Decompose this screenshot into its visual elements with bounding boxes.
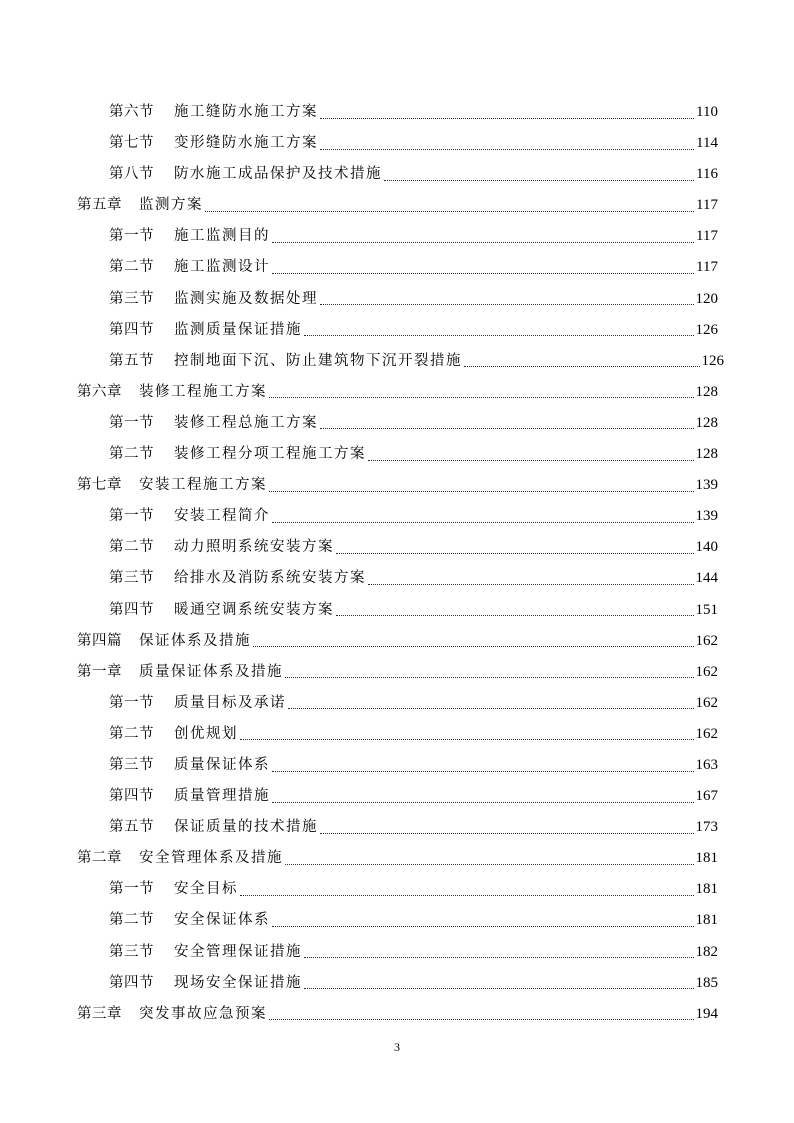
toc-chapter-entry[interactable] [0,470,794,501]
toc-entry-title: 装修工程施工方案 [139,383,267,400]
toc-entry-title: 监测质量保证措施 [174,321,302,338]
toc-entry-title: 突发事故应急预案 [139,1005,267,1022]
toc-entry-title: 监测实施及数据处理 [174,290,318,307]
toc-section-entry[interactable] [0,501,794,532]
toc-entry-title: 施工监测设计 [174,259,270,276]
toc-entry-number: 第五节 [109,819,154,836]
toc-entry-title: 创优规划 [174,725,238,742]
toc-section-entry[interactable] [0,439,794,470]
toc-entry-page: 185 [695,974,718,991]
toc-section-entry[interactable] [0,252,794,283]
toc-entry-page: 144 [695,570,718,587]
toc-entry-page: 181 [695,881,718,898]
toc-dot-leader [285,676,694,678]
toc-dot-leader [269,1018,694,1020]
toc-section-entry[interactable] [0,595,794,626]
toc-entry-page: 162 [695,694,718,711]
toc-entry-page: 110 [696,104,718,120]
toc-entry-number: 第一节 [109,694,154,711]
toc-dot-leader [320,427,694,429]
toc-entry-title: 装修工程分项工程施工方案 [174,446,366,463]
toc-entry-page: 128 [695,383,718,400]
toc-section-entry[interactable] [0,128,794,159]
toc-entry-title: 现场安全保证措施 [174,974,302,991]
toc-entry-number: 第一节 [109,881,154,898]
toc-entry-title: 质量目标及承诺 [174,694,286,711]
toc-entry-page: 139 [695,508,718,525]
toc-dot-leader [240,738,694,740]
toc-dot-leader [269,490,694,492]
toc-entry-title: 监测方案 [139,197,203,214]
toc-section-entry[interactable] [0,346,794,377]
toc-entry-number: 第三章 [77,1005,122,1022]
toc-section-entry[interactable] [0,221,794,252]
toc-entry-title: 动力照明系统安装方案 [174,539,334,556]
toc-entry-number: 第五节 [109,352,154,369]
toc-entry-title: 安装工程施工方案 [139,477,267,494]
toc-entry-number: 第三节 [109,943,154,960]
toc-entry-number: 第四节 [109,321,154,338]
toc-entry-page: 194 [695,1005,718,1022]
toc-entry-page: 117 [696,228,718,245]
toc-entry-number: 第二节 [109,259,154,276]
toc-entry-page: 120 [695,290,718,307]
toc-entry-number: 第六节 [109,104,154,120]
toc-entry-number: 第七章 [77,477,122,494]
toc-entry-page: 167 [695,788,718,805]
toc-section-entry[interactable] [0,284,794,315]
toc-chapter-entry[interactable] [0,999,794,1030]
toc-entry-page: 140 [695,539,718,556]
toc-entry-page: 126 [695,321,718,338]
toc-entry-title: 安全管理体系及措施 [139,850,283,867]
toc-dot-leader [320,832,694,834]
toc-dot-leader [304,956,694,958]
toc-section-entry[interactable] [0,532,794,563]
toc-entry-number: 第三节 [109,290,154,307]
toc-entry-page: 151 [695,601,718,618]
page-number: 3 [394,1040,400,1054]
toc-dot-leader [320,303,694,305]
toc-entry-number: 第七节 [109,135,154,152]
toc-dot-leader [285,863,694,865]
toc-entry-page: 139 [695,477,718,494]
toc-section-entry[interactable] [0,781,794,812]
toc-entry-number: 第二节 [109,912,154,929]
toc-entry-title: 质量管理措施 [174,788,270,805]
toc-entry-number: 第四节 [109,788,154,805]
toc-entry-title: 质量保证体系及措施 [139,663,283,680]
toc-dot-leader [272,925,694,927]
toc-dot-leader [288,707,694,709]
toc-chapter-entry[interactable] [0,626,794,657]
toc-dot-leader [304,334,694,336]
toc-dot-leader [272,770,694,772]
toc-section-entry[interactable] [0,874,794,905]
toc-entry-number: 第二节 [109,446,154,463]
toc-entry-title: 防水施工成品保护及技术措施 [174,166,382,183]
toc-entry-page: 117 [696,197,718,214]
toc-entry-title: 保证质量的技术措施 [174,819,318,836]
toc-entry-page: 181 [695,850,718,867]
toc-entry-page: 163 [695,756,718,773]
toc-dot-leader [272,801,694,803]
toc-dot-leader [253,645,694,647]
toc-dot-leader [304,987,694,989]
toc-entry-number: 第一节 [109,228,154,245]
toc-dot-leader [320,148,694,150]
toc-chapter-entry[interactable] [0,657,794,688]
toc-entry-number: 第四篇 [77,632,122,649]
toc-section-entry[interactable] [0,563,794,594]
toc-dot-leader [336,552,694,554]
toc-entry-page: 182 [695,943,718,960]
toc-entry-title: 控制地面下沉、防止建筑物下沉开裂措施 [174,352,462,369]
toc-section-entry[interactable] [0,719,794,750]
toc-chapter-entry[interactable] [0,377,794,408]
toc-entry-title: 安全管理保证措施 [174,943,302,960]
toc-entry-number: 第四节 [109,974,154,991]
toc-chapter-entry[interactable] [0,190,794,221]
toc-section-entry[interactable] [0,750,794,781]
toc-entry-page: 128 [695,446,718,463]
toc-dot-leader [272,272,694,274]
toc-entry-page: 116 [696,166,718,183]
toc-dot-leader [368,459,694,461]
toc-section-entry[interactable] [0,968,794,999]
toc-dot-leader [320,117,694,119]
toc-entry-page: 128 [695,414,718,431]
toc-dot-leader [272,241,694,243]
toc-entry-title: 施工监测目的 [174,228,270,245]
toc-entry-title: 暖通空调系统安装方案 [174,601,334,618]
toc-entry-number: 第二章 [77,850,122,867]
toc-section-entry[interactable] [0,159,794,190]
toc-dot-leader [205,210,694,212]
toc-entry-number: 第一节 [109,508,154,525]
toc-section-entry[interactable] [0,315,794,346]
toc-section-entry[interactable] [0,688,794,719]
toc-entry-page: 173 [695,819,718,836]
toc-dot-leader [464,365,700,367]
toc-entry-page: 162 [695,663,718,680]
toc-entry-page: 126 [701,352,724,369]
toc-entry-number: 第三节 [109,570,154,587]
toc-section-entry[interactable] [0,97,794,128]
toc-entry-number: 第八节 [109,166,154,183]
toc-entry-title: 安全保证体系 [174,912,270,929]
toc-entry-number: 第一章 [77,663,122,680]
toc-dot-leader [384,179,694,181]
toc-entry-title: 变形缝防水施工方案 [174,135,318,152]
toc-dot-leader [336,614,694,616]
toc-dot-leader [368,583,694,585]
toc-section-entry[interactable] [0,408,794,439]
toc-entry-number: 第二节 [109,725,154,742]
toc-entry-title: 保证体系及措施 [139,632,251,649]
table-of-contents [0,97,794,1030]
toc-entry-number: 第一节 [109,414,154,431]
toc-dot-leader [240,894,694,896]
toc-dot-leader [272,521,694,523]
toc-entry-title: 给排水及消防系统安装方案 [174,570,366,587]
toc-entry-page: 162 [695,632,718,649]
toc-entry-title: 安装工程简介 [174,508,270,525]
toc-section-entry[interactable] [0,905,794,936]
toc-entry-number: 第五章 [77,197,122,214]
toc-entry-number: 第六章 [77,383,122,400]
toc-entry-page: 117 [696,259,718,276]
toc-entry-title: 安全目标 [174,881,238,898]
toc-entry-number: 第三节 [109,756,154,773]
toc-entry-page: 114 [696,135,718,152]
toc-entry-page: 181 [695,912,718,929]
toc-entry-page: 162 [695,725,718,742]
toc-entry-number: 第二节 [109,539,154,556]
toc-entry-title: 施工缝防水施工方案 [174,104,318,120]
toc-entry-title: 质量保证体系 [174,756,270,773]
toc-section-entry[interactable] [0,812,794,843]
toc-entry-title: 装修工程总施工方案 [174,414,318,431]
toc-dot-leader [269,396,694,398]
toc-entry-number: 第四节 [109,601,154,618]
toc-chapter-entry[interactable] [0,843,794,874]
toc-section-entry[interactable] [0,937,794,968]
